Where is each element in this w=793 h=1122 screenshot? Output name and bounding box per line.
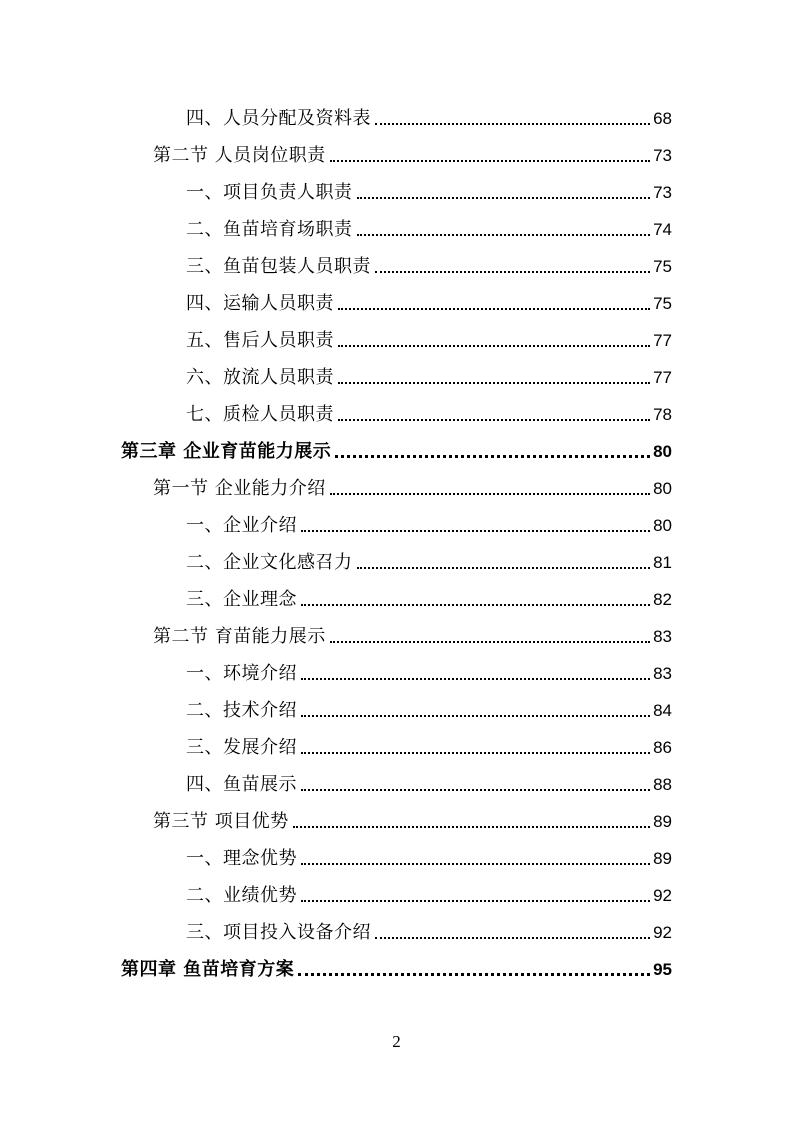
toc-entry-page: 77 — [653, 368, 672, 387]
dot-leader — [301, 715, 650, 717]
dot-leader — [338, 419, 650, 421]
toc-entry-page: 92 — [653, 886, 672, 905]
toc-entry-page: 68 — [653, 109, 672, 128]
toc-entry-title: 一、理念优势 — [186, 848, 297, 869]
toc-entry-title: 二、鱼苗培育场职责 — [186, 219, 353, 240]
toc-entry-page: 89 — [653, 812, 672, 831]
toc-entry-page: 80 — [653, 442, 672, 461]
dot-leader — [375, 271, 650, 273]
toc-entry-title: 二、企业文化感召力 — [186, 552, 353, 573]
toc-entry[interactable] — [186, 174, 672, 204]
toc-entry[interactable] — [153, 618, 672, 648]
toc-entry-title: 二、技术介绍 — [186, 700, 297, 721]
dot-leader — [338, 345, 650, 347]
toc-entry-title: 第三章 企业育苗能力展示 — [121, 441, 332, 462]
dot-leader — [301, 752, 650, 754]
toc-entry-title: 第一节 企业能力介绍 — [153, 478, 326, 499]
dot-leader — [338, 382, 650, 384]
toc-entry-title: 一、环境介绍 — [186, 663, 297, 684]
toc-entry-title: 四、人员分配及资料表 — [186, 108, 371, 129]
toc-entry-page: 73 — [653, 146, 672, 165]
toc-entry[interactable] — [186, 211, 672, 241]
dot-leader — [375, 123, 650, 125]
dot-leader — [338, 308, 650, 310]
toc-entry-page: 95 — [653, 960, 672, 979]
toc-entry-page: 88 — [653, 775, 672, 794]
toc-entry-page: 89 — [653, 849, 672, 868]
toc-entry[interactable] — [186, 100, 672, 130]
toc-entry-page: 80 — [653, 479, 672, 498]
toc-entry-title: 三、鱼苗包装人员职责 — [186, 256, 371, 277]
toc-entry[interactable] — [186, 840, 672, 870]
toc-entry-title: 第三节 项目优势 — [153, 811, 289, 832]
toc-entry[interactable] — [186, 507, 672, 537]
toc-entry-title: 七、质检人员职责 — [186, 404, 334, 425]
toc-entry[interactable] — [186, 396, 672, 426]
toc-entry[interactable] — [153, 137, 672, 167]
dot-leader — [301, 789, 650, 791]
toc-entry-page: 75 — [653, 257, 672, 276]
toc-entry[interactable] — [186, 766, 672, 796]
toc-entry-page: 80 — [653, 516, 672, 535]
toc-entry-title: 三、发展介绍 — [186, 737, 297, 758]
dot-leader — [301, 678, 650, 680]
toc-chapter-entry[interactable] — [121, 433, 672, 463]
toc-entry-title: 三、项目投入设备介绍 — [186, 922, 371, 943]
toc-chapter-entry[interactable] — [121, 951, 672, 981]
dot-leader — [330, 641, 650, 643]
toc-entry[interactable] — [186, 877, 672, 907]
toc-entry-title: 第二节 人员岗位职责 — [153, 145, 326, 166]
toc-entry[interactable] — [153, 470, 672, 500]
dot-leader — [301, 530, 650, 532]
toc-entry-page: 73 — [653, 183, 672, 202]
dot-leader — [298, 973, 650, 976]
dot-leader — [357, 197, 651, 199]
toc-entry[interactable] — [186, 729, 672, 759]
toc-entry-title: 二、业绩优势 — [186, 885, 297, 906]
dot-leader — [301, 863, 650, 865]
dot-leader — [335, 455, 650, 458]
toc-entry-page: 78 — [653, 405, 672, 424]
dot-leader — [330, 160, 650, 162]
toc-entry-page: 81 — [653, 553, 672, 572]
dot-leader — [301, 604, 650, 606]
page-number: 2 — [392, 1032, 401, 1051]
toc-entry[interactable] — [186, 359, 672, 389]
toc-entry-page: 83 — [653, 627, 672, 646]
dot-leader — [375, 937, 650, 939]
dot-leader — [330, 493, 650, 495]
toc-entry-title: 六、放流人员职责 — [186, 367, 334, 388]
toc-entry-title: 一、企业介绍 — [186, 515, 297, 536]
toc-entry[interactable] — [186, 544, 672, 574]
toc-entry-page: 92 — [653, 923, 672, 942]
toc-entry[interactable] — [186, 248, 672, 278]
toc-entry-page: 75 — [653, 294, 672, 313]
toc-entry-title: 第四章 鱼苗培育方案 — [121, 959, 295, 980]
toc-entry[interactable] — [186, 285, 672, 315]
toc-entry-title: 五、售后人员职责 — [186, 330, 334, 351]
toc-entry[interactable] — [153, 803, 672, 833]
toc-entry-title: 三、企业理念 — [186, 589, 297, 610]
dot-leader — [293, 826, 650, 828]
toc-entry-title: 四、运输人员职责 — [186, 293, 334, 314]
toc-entry[interactable] — [186, 914, 672, 944]
toc-entry[interactable] — [186, 581, 672, 611]
toc-entry-title: 第二节 育苗能力展示 — [153, 626, 326, 647]
dot-leader — [301, 900, 650, 902]
dot-leader — [357, 234, 651, 236]
toc-entry-title: 四、鱼苗展示 — [186, 774, 297, 795]
toc-entry[interactable] — [186, 692, 672, 722]
dot-leader — [357, 567, 651, 569]
toc-entry-title: 一、项目负责人职责 — [186, 182, 353, 203]
toc-entry-page: 77 — [653, 331, 672, 350]
toc-entry-page: 84 — [653, 701, 672, 720]
toc-entry-page: 74 — [653, 220, 672, 239]
toc-entry[interactable] — [186, 322, 672, 352]
toc-entry[interactable] — [186, 655, 672, 685]
toc-entry-page: 82 — [653, 590, 672, 609]
toc-entry-page: 86 — [653, 738, 672, 757]
toc-entry-page: 83 — [653, 664, 672, 683]
